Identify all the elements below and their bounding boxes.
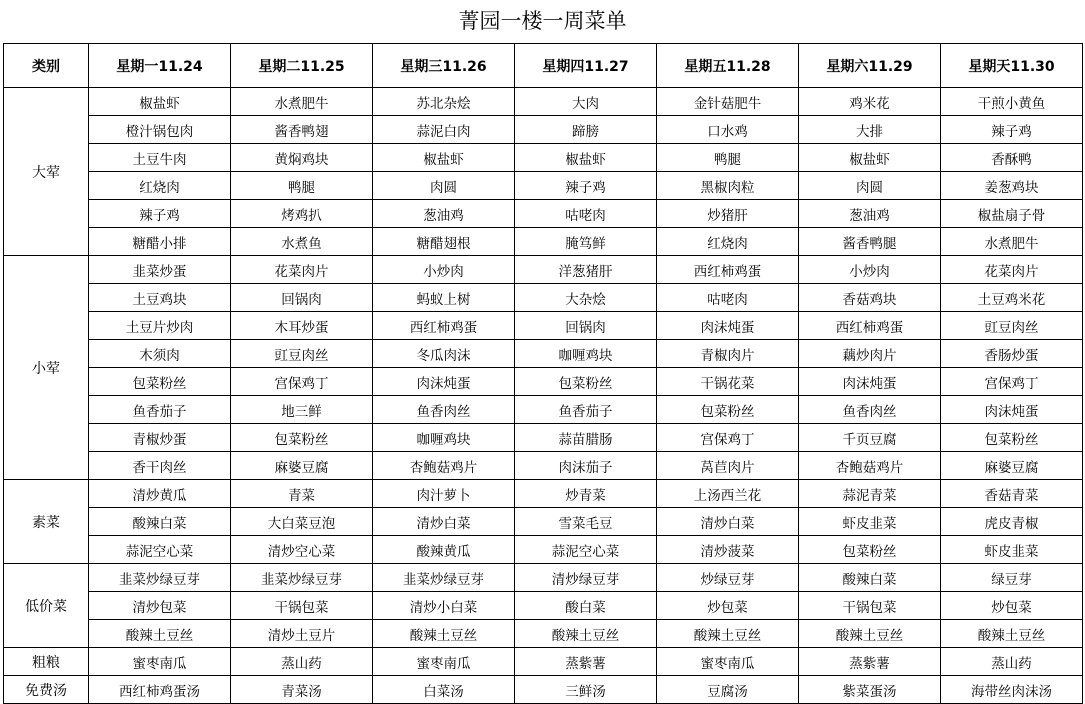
dish-cell: 咕咾肉 [515,200,657,228]
table-row [4,452,1083,480]
dish-cell: 大杂烩 [515,284,657,312]
dish-cell: 腌笃鲜 [515,228,657,256]
header-day-wed: 星期三11.26 [373,44,515,88]
dish-cell: 蒸山药 [941,648,1083,676]
dish-cell: 千页豆腐 [799,424,941,452]
dish-cell: 红烧肉 [89,172,231,200]
dish-cell: 酸辣白菜 [799,564,941,592]
dish-cell: 豇豆肉丝 [941,312,1083,340]
dish-cell: 香肠炒蛋 [941,340,1083,368]
dish-cell: 橙汁锅包肉 [89,116,231,144]
dish-cell: 炒猪肝 [657,200,799,228]
dish-cell: 青菜汤 [231,676,373,704]
header-day-thu: 星期四11.27 [515,44,657,88]
dish-cell: 清炒白菜 [657,508,799,536]
table-row [4,424,1083,452]
dish-cell: 鸭腿 [657,144,799,172]
dish-cell: 清炒包菜 [89,592,231,620]
category-cell: 低价菜 [4,564,89,648]
dish-cell: 香菇鸡块 [799,284,941,312]
dish-cell: 咖喱鸡块 [515,340,657,368]
dish-cell: 酸辣土豆丝 [373,620,515,648]
dish-cell: 口水鸡 [657,116,799,144]
table-row [4,480,1083,508]
category-cell: 免费汤 [4,676,89,704]
dish-cell: 小炒肉 [799,256,941,284]
dish-cell: 大肉 [515,88,657,116]
dish-cell: 炒包菜 [657,592,799,620]
header-day-tue: 星期二11.25 [231,44,373,88]
table-row [4,508,1083,536]
dish-cell: 葱油鸡 [799,200,941,228]
dish-cell: 大白菜豆泡 [231,508,373,536]
dish-cell: 鸭腿 [231,172,373,200]
dish-cell: 麻婆豆腐 [231,452,373,480]
dish-cell: 绿豆芽 [941,564,1083,592]
table-row [4,648,1083,676]
header-day-sat: 星期六11.29 [799,44,941,88]
table-row [4,620,1083,648]
dish-cell: 酸辣白菜 [89,508,231,536]
dish-cell: 辣子鸡 [941,116,1083,144]
dish-cell: 黄焖鸡块 [231,144,373,172]
dish-cell: 肉圆 [373,172,515,200]
dish-cell: 韭菜炒绿豆芽 [231,564,373,592]
dish-cell: 杏鲍菇鸡片 [799,452,941,480]
dish-cell: 鸡米花 [799,88,941,116]
dish-cell: 酸辣土豆丝 [657,620,799,648]
dish-cell: 清炒菠菜 [657,536,799,564]
dish-cell: 包菜粉丝 [941,424,1083,452]
menu-table [3,43,1083,704]
dish-cell: 蜜枣南瓜 [89,648,231,676]
table-row [4,676,1083,704]
header-day-mon: 星期一11.24 [89,44,231,88]
dish-cell: 雪菜毛豆 [515,508,657,536]
dish-cell: 蒜泥空心菜 [89,536,231,564]
dish-cell: 青椒炒蛋 [89,424,231,452]
dish-cell: 炒包菜 [941,592,1083,620]
dish-cell: 炒青菜 [515,480,657,508]
table-row [4,284,1083,312]
header-day-fri: 星期五11.28 [657,44,799,88]
dish-cell: 椒盐虾 [515,144,657,172]
dish-cell: 水煮鱼 [231,228,373,256]
header-day-sun: 星期天11.30 [941,44,1083,88]
dish-cell: 虎皮青椒 [941,508,1083,536]
dish-cell: 虾皮韭菜 [799,508,941,536]
dish-cell: 干锅包菜 [799,592,941,620]
dish-cell: 辣子鸡 [515,172,657,200]
dish-cell: 虾皮韭菜 [941,536,1083,564]
dish-cell: 酱香鸭翅 [231,116,373,144]
dish-cell: 酱香鸭腿 [799,228,941,256]
dish-cell: 金针菇肥牛 [657,88,799,116]
dish-cell: 包菜粉丝 [515,368,657,396]
table-row [4,536,1083,564]
dish-cell: 韭菜炒绿豆芽 [89,564,231,592]
dish-cell: 干锅包菜 [231,592,373,620]
dish-cell: 花菜肉片 [231,256,373,284]
dish-cell: 香干肉丝 [89,452,231,480]
dish-cell: 糖醋翅根 [373,228,515,256]
dish-cell: 花菜肉片 [941,256,1083,284]
dish-cell: 包菜粉丝 [657,396,799,424]
dish-cell: 鱼香茄子 [89,396,231,424]
dish-cell: 麻婆豆腐 [941,452,1083,480]
dish-cell: 西红柿鸡蛋汤 [89,676,231,704]
dish-cell: 酸辣土豆丝 [799,620,941,648]
dish-cell: 宫保鸡丁 [657,424,799,452]
dish-cell: 三鲜汤 [515,676,657,704]
table-row [4,312,1083,340]
category-cell: 小荤 [4,256,89,480]
dish-cell: 葱油鸡 [373,200,515,228]
dish-cell: 地三鲜 [231,396,373,424]
dish-cell: 肉沫茄子 [515,452,657,480]
dish-cell: 土豆牛肉 [89,144,231,172]
dish-cell: 肉沫炖蛋 [373,368,515,396]
dish-cell: 冬瓜肉沫 [373,340,515,368]
dish-cell: 包菜粉丝 [231,424,373,452]
table-row [4,396,1083,424]
dish-cell: 黑椒肉粒 [657,172,799,200]
category-cell: 素菜 [4,480,89,564]
dish-cell: 椒盐扇子骨 [941,200,1083,228]
dish-cell: 清炒绿豆芽 [515,564,657,592]
dish-cell: 宫保鸡丁 [941,368,1083,396]
dish-cell: 西红柿鸡蛋 [799,312,941,340]
dish-cell: 回锅肉 [231,284,373,312]
dish-cell: 土豆鸡米花 [941,284,1083,312]
table-row [4,88,1083,116]
dish-cell: 酸辣土豆丝 [89,620,231,648]
category-cell: 大荤 [4,88,89,256]
dish-cell: 肉沫炖蛋 [657,312,799,340]
dish-cell: 蜜枣南瓜 [373,648,515,676]
dish-cell: 蒸紫薯 [799,648,941,676]
table-row [4,368,1083,396]
dish-cell: 苏北杂烩 [373,88,515,116]
dish-cell: 白菜汤 [373,676,515,704]
dish-cell: 西红柿鸡蛋 [657,256,799,284]
dish-cell: 海带丝肉沫汤 [941,676,1083,704]
dish-cell: 椒盐虾 [799,144,941,172]
dish-cell: 清炒土豆片 [231,620,373,648]
dish-cell: 蒜泥空心菜 [515,536,657,564]
dish-cell: 干煎小黄鱼 [941,88,1083,116]
dish-cell: 清炒空心菜 [231,536,373,564]
table-row [4,592,1083,620]
dish-cell: 莴苣肉片 [657,452,799,480]
dish-cell: 蒜泥青菜 [799,480,941,508]
dish-cell: 蒜泥白肉 [373,116,515,144]
dish-cell: 宫保鸡丁 [231,368,373,396]
dish-cell: 辣子鸡 [89,200,231,228]
category-cell: 粗粮 [4,648,89,676]
dish-cell: 蒜苗腊肠 [515,424,657,452]
table-row [4,200,1083,228]
dish-cell: 洋葱猪肝 [515,256,657,284]
dish-cell: 回锅肉 [515,312,657,340]
dish-cell: 蒸山药 [231,648,373,676]
dish-cell: 蒸紫薯 [515,648,657,676]
table-row [4,256,1083,284]
dish-cell: 水煮肥牛 [941,228,1083,256]
dish-cell: 椒盐虾 [89,88,231,116]
dish-cell: 糖醋小排 [89,228,231,256]
dish-cell: 香菇青菜 [941,480,1083,508]
dish-cell: 肉汁萝卜 [373,480,515,508]
dish-cell: 肉圆 [799,172,941,200]
page-title: 菁园一楼一周菜单 [458,9,627,33]
dish-cell: 酸辣黄瓜 [373,536,515,564]
dish-cell: 酸辣土豆丝 [515,620,657,648]
table-row [4,564,1083,592]
dish-cell: 红烧肉 [657,228,799,256]
dish-cell: 紫菜蛋汤 [799,676,941,704]
dish-cell: 小炒肉 [373,256,515,284]
dish-cell: 木须肉 [89,340,231,368]
table-row [4,340,1083,368]
dish-cell: 豇豆肉丝 [231,340,373,368]
dish-cell: 姜葱鸡块 [941,172,1083,200]
dish-cell: 藕炒肉片 [799,340,941,368]
dish-cell: 韭菜炒蛋 [89,256,231,284]
dish-cell: 土豆鸡块 [89,284,231,312]
dish-cell: 肉沫炖蛋 [941,396,1083,424]
dish-cell: 清炒黄瓜 [89,480,231,508]
dish-cell: 蜜枣南瓜 [657,648,799,676]
dish-cell: 包菜粉丝 [799,536,941,564]
dish-cell: 椒盐虾 [373,144,515,172]
dish-cell: 鱼香肉丝 [373,396,515,424]
dish-cell: 酸辣土豆丝 [941,620,1083,648]
table-row [4,228,1083,256]
header-category: 类别 [4,44,89,88]
table-row [4,172,1083,200]
dish-cell: 鱼香肉丝 [799,396,941,424]
dish-cell: 蹄膀 [515,116,657,144]
dish-cell: 包菜粉丝 [89,368,231,396]
dish-cell: 木耳炒蛋 [231,312,373,340]
dish-cell: 土豆片炒肉 [89,312,231,340]
dish-cell: 咕咾肉 [657,284,799,312]
dish-cell: 肉沫炖蛋 [799,368,941,396]
dish-cell: 酸白菜 [515,592,657,620]
dish-cell: 烤鸡扒 [231,200,373,228]
dish-cell: 水煮肥牛 [231,88,373,116]
dish-cell: 清炒小白菜 [373,592,515,620]
dish-cell: 蚂蚁上树 [373,284,515,312]
dish-cell: 杏鲍菇鸡片 [373,452,515,480]
dish-cell: 香酥鸭 [941,144,1083,172]
dish-cell: 干锅花菜 [657,368,799,396]
header-row [4,44,1083,88]
table-row [4,144,1083,172]
dish-cell: 炒绿豆芽 [657,564,799,592]
dish-cell: 咖喱鸡块 [373,424,515,452]
dish-cell: 清炒白菜 [373,508,515,536]
dish-cell: 西红柿鸡蛋 [373,312,515,340]
dish-cell: 鱼香茄子 [515,396,657,424]
dish-cell: 青椒肉片 [657,340,799,368]
dish-cell: 大排 [799,116,941,144]
dish-cell: 韭菜炒绿豆芽 [373,564,515,592]
table-row [4,116,1083,144]
menu-body [4,88,1083,704]
dish-cell: 豆腐汤 [657,676,799,704]
dish-cell: 青菜 [231,480,373,508]
dish-cell: 上汤西兰花 [657,480,799,508]
